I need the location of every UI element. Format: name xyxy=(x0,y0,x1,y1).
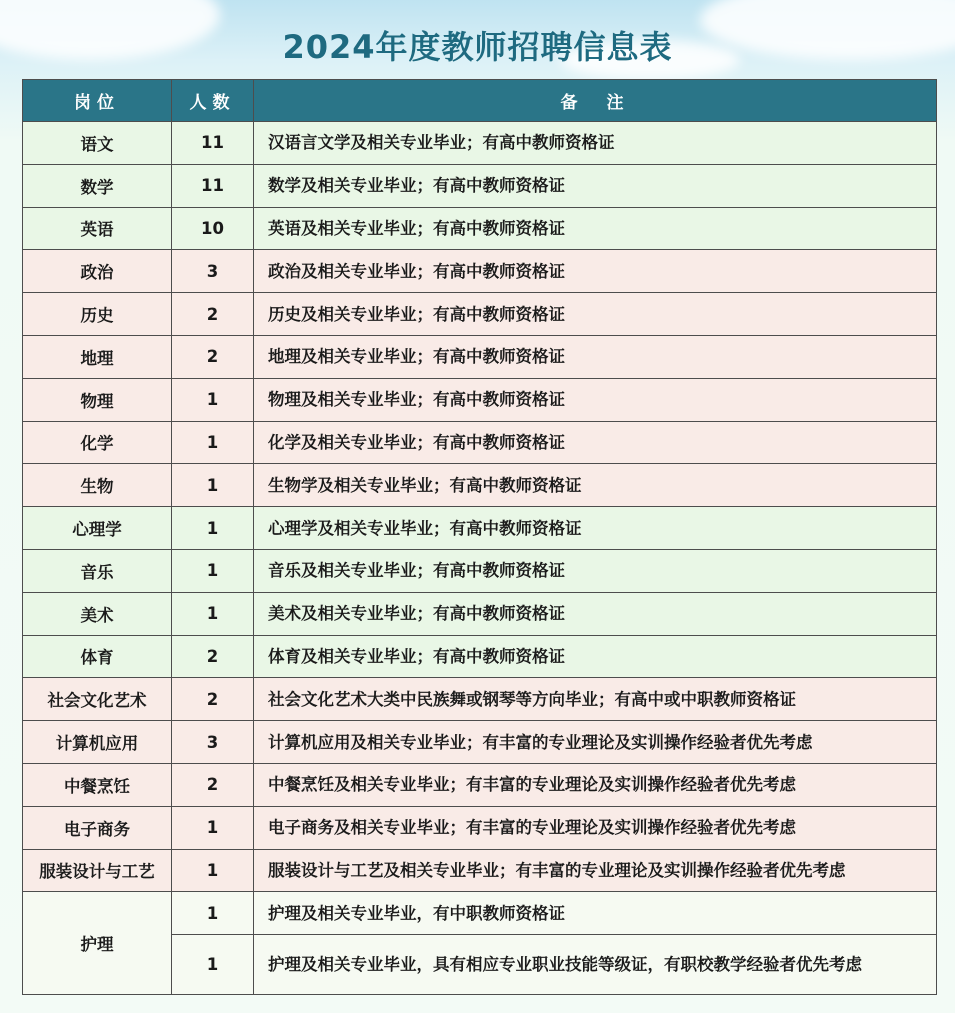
position-cell: 护理 xyxy=(23,892,172,995)
note-cell: 英语及相关专业毕业；有高中教师资格证 xyxy=(254,207,937,250)
count-cell: 3 xyxy=(172,250,254,293)
position-cell: 计算机应用 xyxy=(23,721,172,764)
note-cell: 电子商务及相关专业毕业；有丰富的专业理论及实训操作经验者优先考虑 xyxy=(254,806,937,849)
note-cell: 服装设计与工艺及相关专业毕业；有丰富的专业理论及实训操作经验者优先考虑 xyxy=(254,849,937,892)
count-cell: 1 xyxy=(172,849,254,892)
position-cell: 英语 xyxy=(23,207,172,250)
count-cell: 2 xyxy=(172,293,254,336)
recruitment-table xyxy=(22,79,937,995)
note-cell: 汉语言文学及相关专业毕业；有高中教师资格证 xyxy=(254,122,937,165)
position-cell: 服装设计与工艺 xyxy=(23,849,172,892)
count-cell: 1 xyxy=(172,507,254,550)
table-row xyxy=(23,892,937,935)
note-cell: 物理及相关专业毕业；有高中教师资格证 xyxy=(254,378,937,421)
note-cell: 体育及相关专业毕业；有高中教师资格证 xyxy=(254,635,937,678)
note-cell: 生物学及相关专业毕业；有高中教师资格证 xyxy=(254,464,937,507)
table-row xyxy=(23,549,937,592)
table-row xyxy=(23,592,937,635)
table-row xyxy=(23,293,937,336)
note-cell: 护理及相关专业毕业，有中职教师资格证 xyxy=(254,892,937,935)
count-cell: 1 xyxy=(172,464,254,507)
position-cell: 政治 xyxy=(23,250,172,293)
position-cell: 心理学 xyxy=(23,507,172,550)
count-cell: 1 xyxy=(172,592,254,635)
note-cell: 地理及相关专业毕业；有高中教师资格证 xyxy=(254,335,937,378)
header-position: 岗位 xyxy=(23,80,172,122)
table-row xyxy=(23,421,937,464)
note-cell: 美术及相关专业毕业；有高中教师资格证 xyxy=(254,592,937,635)
count-cell: 1 xyxy=(172,421,254,464)
position-cell: 社会文化艺术 xyxy=(23,678,172,721)
count-cell: 2 xyxy=(172,335,254,378)
count-cell: 1 xyxy=(172,806,254,849)
table-row xyxy=(23,378,937,421)
note-cell: 政治及相关专业毕业；有高中教师资格证 xyxy=(254,250,937,293)
note-cell: 数学及相关专业毕业；有高中教师资格证 xyxy=(254,164,937,207)
note-cell: 音乐及相关专业毕业；有高中教师资格证 xyxy=(254,549,937,592)
count-cell: 2 xyxy=(172,678,254,721)
note-cell: 护理及相关专业毕业，具有相应专业职业技能等级证，有职校教学经验者优先考虑 xyxy=(254,935,937,995)
table-row xyxy=(23,164,937,207)
page-title: 2024年度教师招聘信息表 xyxy=(282,28,673,66)
count-cell: 11 xyxy=(172,122,254,165)
position-cell: 体育 xyxy=(23,635,172,678)
count-cell: 1 xyxy=(172,935,254,995)
table-row xyxy=(23,507,937,550)
position-cell: 化学 xyxy=(23,421,172,464)
table-row xyxy=(23,635,937,678)
count-cell: 1 xyxy=(172,378,254,421)
table-row xyxy=(23,464,937,507)
table-row xyxy=(23,806,937,849)
table-row xyxy=(23,207,937,250)
header-count: 人数 xyxy=(172,80,254,122)
position-cell: 中餐烹饪 xyxy=(23,763,172,806)
note-cell: 化学及相关专业毕业；有高中教师资格证 xyxy=(254,421,937,464)
position-cell: 音乐 xyxy=(23,549,172,592)
count-cell: 1 xyxy=(172,549,254,592)
position-cell: 数学 xyxy=(23,164,172,207)
count-cell: 3 xyxy=(172,721,254,764)
table-row xyxy=(23,335,937,378)
count-cell: 2 xyxy=(172,763,254,806)
table-row xyxy=(23,849,937,892)
table-body xyxy=(23,122,937,995)
position-cell: 物理 xyxy=(23,378,172,421)
table-row xyxy=(23,122,937,165)
count-cell: 2 xyxy=(172,635,254,678)
position-cell: 电子商务 xyxy=(23,806,172,849)
position-cell: 历史 xyxy=(23,293,172,336)
position-cell: 生物 xyxy=(23,464,172,507)
count-cell: 1 xyxy=(172,892,254,935)
position-cell: 地理 xyxy=(23,335,172,378)
count-cell: 10 xyxy=(172,207,254,250)
note-cell: 历史及相关专业毕业；有高中教师资格证 xyxy=(254,293,937,336)
table-row xyxy=(23,763,937,806)
note-cell: 心理学及相关专业毕业；有高中教师资格证 xyxy=(254,507,937,550)
table-row xyxy=(23,721,937,764)
header-note: 备 注 xyxy=(254,80,937,122)
position-cell: 语文 xyxy=(23,122,172,165)
count-cell: 11 xyxy=(172,164,254,207)
note-cell: 社会文化艺术大类中民族舞或钢琴等方向毕业；有高中或中职教师资格证 xyxy=(254,678,937,721)
note-cell: 计算机应用及相关专业毕业；有丰富的专业理论及实训操作经验者优先考虑 xyxy=(254,721,937,764)
table-row xyxy=(23,250,937,293)
table-row xyxy=(23,678,937,721)
position-cell: 美术 xyxy=(23,592,172,635)
note-cell: 中餐烹饪及相关专业毕业；有丰富的专业理论及实训操作经验者优先考虑 xyxy=(254,763,937,806)
